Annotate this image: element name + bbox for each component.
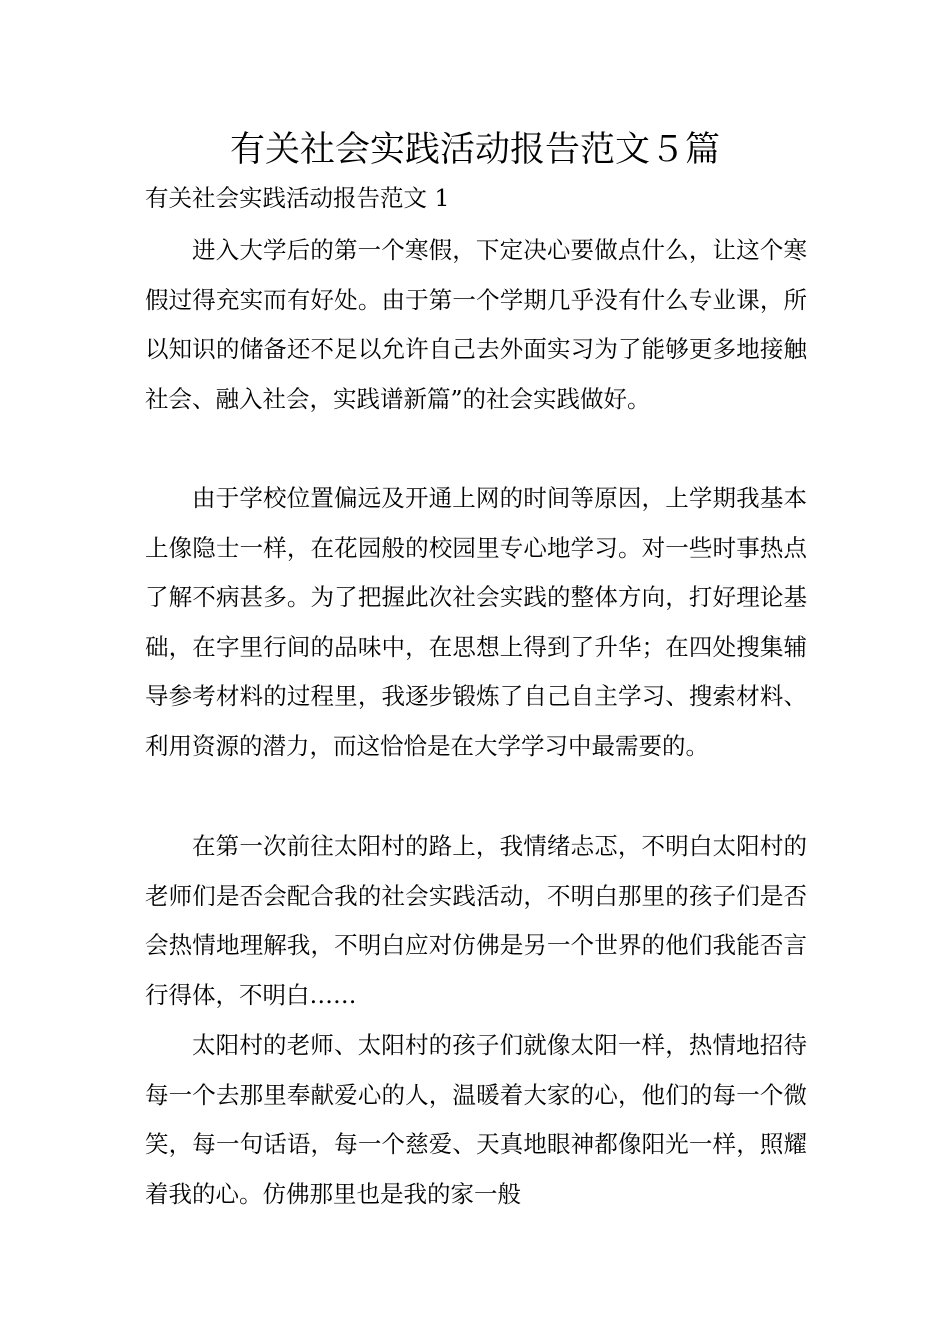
paragraph-2: 由于学校位置偏远及开通上网的时间等原因，上学期我基本上像隐士一样，在花园般的校园里专心地学习。对一些时事热点了解不病甚多。为了把握此次社会实践的整体方向，打好理论基础，在字里行间的品味中，在思想上得到了升华；在四处搜集辅导参考材料的过程里，我逐步锻炼了自己自主学习、搜索材料、利用资源的潜力，而这恰恰是在大学学习中最需要的。 [145,484,807,760]
section-heading: 有关社会实践活动报告范文 1 [145,184,450,212]
paragraph-1: 进入大学后的第一个寒假，下定决心要做点什么，让这个寒假过得充实而有好处。由于第一个学期几乎没有什么专业课，所以知识的储备还不足以允许自己去外面实习为了能够更多地接触社会、融入社会，实践谱新篇”的社会实践做好。 [145,236,807,413]
paragraph-3: 在第一次前往太阳村的路上，我情绪忐忑，不明白太阳村的老师们是否会配合我的社会实践活动，不明白那里的孩子们是否会热情地理解我，不明白应对仿佛是另一个世界的他们我能否言行得体，不明白…… [145,832,807,1009]
document-title: 有关社会实践活动报告范文５篇 [229,130,720,170]
paragraph-4: 太阳村的老师、太阳村的孩子们就像太阳一样，热情地招待每一个去那里奉献爱心的人，温暖着大家的心，他们的每一个微笑，每一句话语，每一个慈爱、天真地眼神都像阳光一样，照耀着我的心。仿佛那里也是我的家一般 [145,1031,807,1208]
